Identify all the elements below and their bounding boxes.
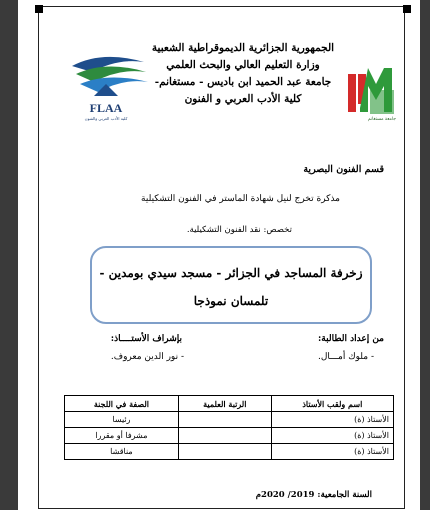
faculty-line: كلية الأدب العربي و الفنون xyxy=(184,93,302,105)
corner-marker xyxy=(35,5,43,13)
document-page xyxy=(18,0,420,510)
rank-cell xyxy=(178,412,271,428)
flaa-logo-caption: كلية الأدب العربي والفنون xyxy=(84,116,128,121)
table-row xyxy=(65,412,394,428)
thesis-title-line-2: تلمسان نموذجا xyxy=(193,294,269,308)
role-cell: مناقشا xyxy=(65,444,179,460)
professor-cell: الأستاذ (ة) xyxy=(271,412,393,428)
republic-line: الجمهورية الجزائرية الديموقراطية الشعبية xyxy=(151,42,335,54)
table-row xyxy=(65,444,394,460)
specialty-line: تخصص: نقد الفنون التشكيلية. xyxy=(186,225,292,235)
committee-table xyxy=(64,395,394,460)
memo-description: مذكرة تخرج لنيل شهادة الماستر في الفنون التشكيلية xyxy=(141,194,340,204)
role-cell: مشرفا أو مقررا xyxy=(65,428,179,444)
professor-cell: الأستاذ (ة) xyxy=(271,428,393,444)
institution-header xyxy=(128,40,358,108)
supervisor-label: بإشراف الأستــــاذ: xyxy=(110,334,182,344)
student-name: - ملوك أمـــال. xyxy=(317,352,374,362)
header-committee-role: الصفة في اللجنة xyxy=(65,396,179,412)
header-academic-rank: الرتبة العلمية xyxy=(178,396,271,412)
ministry-line: وزارة التعليم العالي والبحث العلمي xyxy=(166,59,320,71)
table-row xyxy=(65,428,394,444)
professor-cell: الأستاذ (ة) xyxy=(271,444,393,460)
academic-year: السنة الجامعية: 2019/ 2020م xyxy=(255,490,372,500)
supervisor-name: - نور الدين معروف. xyxy=(110,352,184,362)
department-name: قسم الفنون البصرية xyxy=(303,164,384,175)
thesis-title-box xyxy=(90,246,372,324)
corner-marker xyxy=(403,5,411,13)
table-header-row xyxy=(65,396,394,412)
role-cell: رئيسا xyxy=(65,412,179,428)
thesis-title-line-1: زخرفة المساجد في الجزائر - مسجد سيدي بومدين - xyxy=(99,266,363,280)
prepared-by-label: من إعداد الطالبة: xyxy=(317,334,384,344)
header-professor-name: اسم ولقب الأستاذ xyxy=(271,396,393,412)
university-logo-caption: جامعة مستغانم xyxy=(367,117,397,122)
flaa-logo-text: FLAA xyxy=(89,101,123,115)
university-line: جامعة عبد الحميد ابن باديس - مستغانم- xyxy=(154,76,332,88)
rank-cell xyxy=(178,428,271,444)
rank-cell xyxy=(178,444,271,460)
